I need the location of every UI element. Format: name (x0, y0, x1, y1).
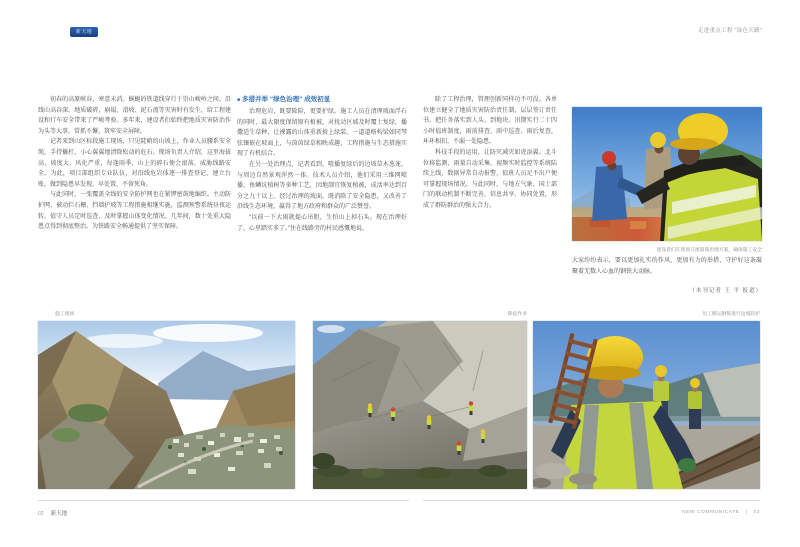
paragraph: “以前一下大雨就提心吊胆，生怕山上掉石头。现在治理好了，心里踏实多了。”住在线路旁的村民感慨地说。 (237, 214, 407, 232)
photo-caption-bottom-3: 员工搬运钢筋进行边坡防护 (702, 312, 760, 317)
footer-divider: | (745, 510, 748, 515)
page-number-right: 03 (753, 510, 760, 515)
paragraph: 在另一处治理点，记者看到，喷播复绿后的边坡草木葱茏，与周边自然景观浑然一体。技术人员介绍，他们采用三维网喷播、鱼鳞坑植树等多种工艺，因地制宜恢复植被，成活率达到百分之九十以上。经过治理的坡面，既消除了安全隐患，又改善了沿线生态环境，赢得了地方政府和群众的广泛赞誉。 (237, 161, 407, 211)
yellow-helmet (650, 132, 666, 148)
paragraph: 记者来到山区标段施工现场，只见陡峭的山坡上，作业人员腰系安全绳，手持撬杠，小心翼翼地清除松动的危石。现场负责人介绍，这里海拔高、坡度大、风化严重，每逢雨季，山上的碎石便会滚落，威胁线路安全。为此，项目部组织专业队伍，对沿线危岩体逐一排查登记，建立台账，做到隐患早发现、早处置，不留死角。 (38, 139, 231, 188)
footer-left (38, 509, 67, 517)
photo-workers-meeting (572, 107, 762, 241)
footer-rule-right (423, 500, 760, 501)
bush (361, 468, 385, 478)
cloud (153, 324, 263, 342)
red-helmet (602, 151, 616, 165)
photo-valley-town (38, 321, 295, 489)
paragraph: 初春的高原峡谷，寒意未消。蜿蜒的铁道线穿行于崇山峻岭之间，沿线山高谷深、地质破碎，崩塌、滑坡、泥石流等灾害时有发生，给工程建设和行车安全带来了严峻考验。多年来，建设者们始终把地质灾害防治作为头等大事，常抓不懈，筑牢安全屏障。 (38, 97, 231, 135)
magazine-title: 新天地 (50, 511, 68, 517)
photo-rock-slope-workers (313, 321, 527, 489)
text-column-2 (237, 95, 407, 301)
bush (479, 465, 507, 477)
green-patch (68, 404, 108, 422)
photo-rock-art (313, 321, 527, 489)
text-column-3 (423, 95, 557, 301)
text-column-2-body (237, 107, 407, 234)
photo-workers-meeting-art (572, 107, 762, 241)
paragraph: 科技手段的运用，让防灾减灾如虎添翼。北斗位移监测、雨量自动采集、视频实时监控等系统陆续上线，数据异常自动报警，值班人员足不出户便可掌握现场情况。与此同时，与地方气象、国土部门的联动机制不断完善，信息共享、协同处置，形成了群防群治的强大合力。 (423, 149, 557, 209)
photo-rebar-carriers (533, 321, 760, 489)
magazine-title-en: NEW COMMUNICATE (682, 510, 740, 515)
green-glove (678, 458, 696, 472)
photo-caption-top: 建设者们在现场交流崩塌治理方案，确保施工安全 (656, 248, 762, 253)
photo-caption-bottom-2: 除危作业 (507, 312, 527, 317)
helmet-brim (670, 138, 718, 150)
publisher-logo-text: 新天地 (75, 28, 93, 35)
photo-valley-art (38, 321, 295, 489)
closing-paragraph: 大家纷纷表示，要以更加扎实的作风、更加有力的举措，守护好这条凝聚着无数人心血的钢铁大动脉。 (572, 258, 762, 275)
photo-rebar-art (533, 321, 760, 489)
paragraph: 与此同时，一张覆盖全线的安全防护网也在紧锣密鼓地编织。主动防护网、被动拦石栅、挡墙护坡等工程措施相继实施，监测预警系统昼夜运转，值守人员定时巡查，及时掌握山体变化情况。几年间，数十处重大隐患点得到彻底整治，为铁路安全畅通提供了坚实保障。 (38, 192, 231, 231)
section-heading (237, 95, 407, 105)
publisher-logo (70, 27, 98, 37)
footer-rule-left (38, 500, 409, 501)
cloud (317, 325, 345, 333)
footer-right (682, 510, 760, 515)
green-patch (52, 428, 80, 442)
bush (415, 467, 451, 479)
roof (630, 221, 646, 229)
square-bullet-icon: ■ (237, 96, 241, 103)
section-heading-text: 多措并举 “绿色治理” 成效初显 (242, 96, 331, 103)
page-number-left: 02 (38, 511, 44, 517)
byline: （本刊记者 王 平 报道） (689, 288, 762, 294)
running-head: 走进重点工程 “绿色天路” (697, 28, 762, 34)
paragraph: 治理危岩，既要除险，更要护绿。施工人员在清理坡面浮石的同时，最大限度保留原有植被，对扰动区域及时覆土复绿，播撒适生草种，让裸露的山体重新披上绿装。一道道格构梁如同琴弦镶嵌在坡面上，与茵茵绿草相映成趣，工程措施与生态措施实现了有机结合。 (237, 109, 407, 158)
photo-caption-bottom-1: 施工现场 (55, 312, 75, 317)
text-column-1 (38, 95, 231, 301)
paragraph: 除了工程治理，管理创新同样功不可没。各单位建立健全了地质灾害防治责任制，层层签订责任书，把任务落实到人头、到地块。汛期实行二十四小时值班制度，雨前排查、雨中巡查、雨后复查，环环相扣，不漏一处隐患。 (423, 97, 557, 146)
